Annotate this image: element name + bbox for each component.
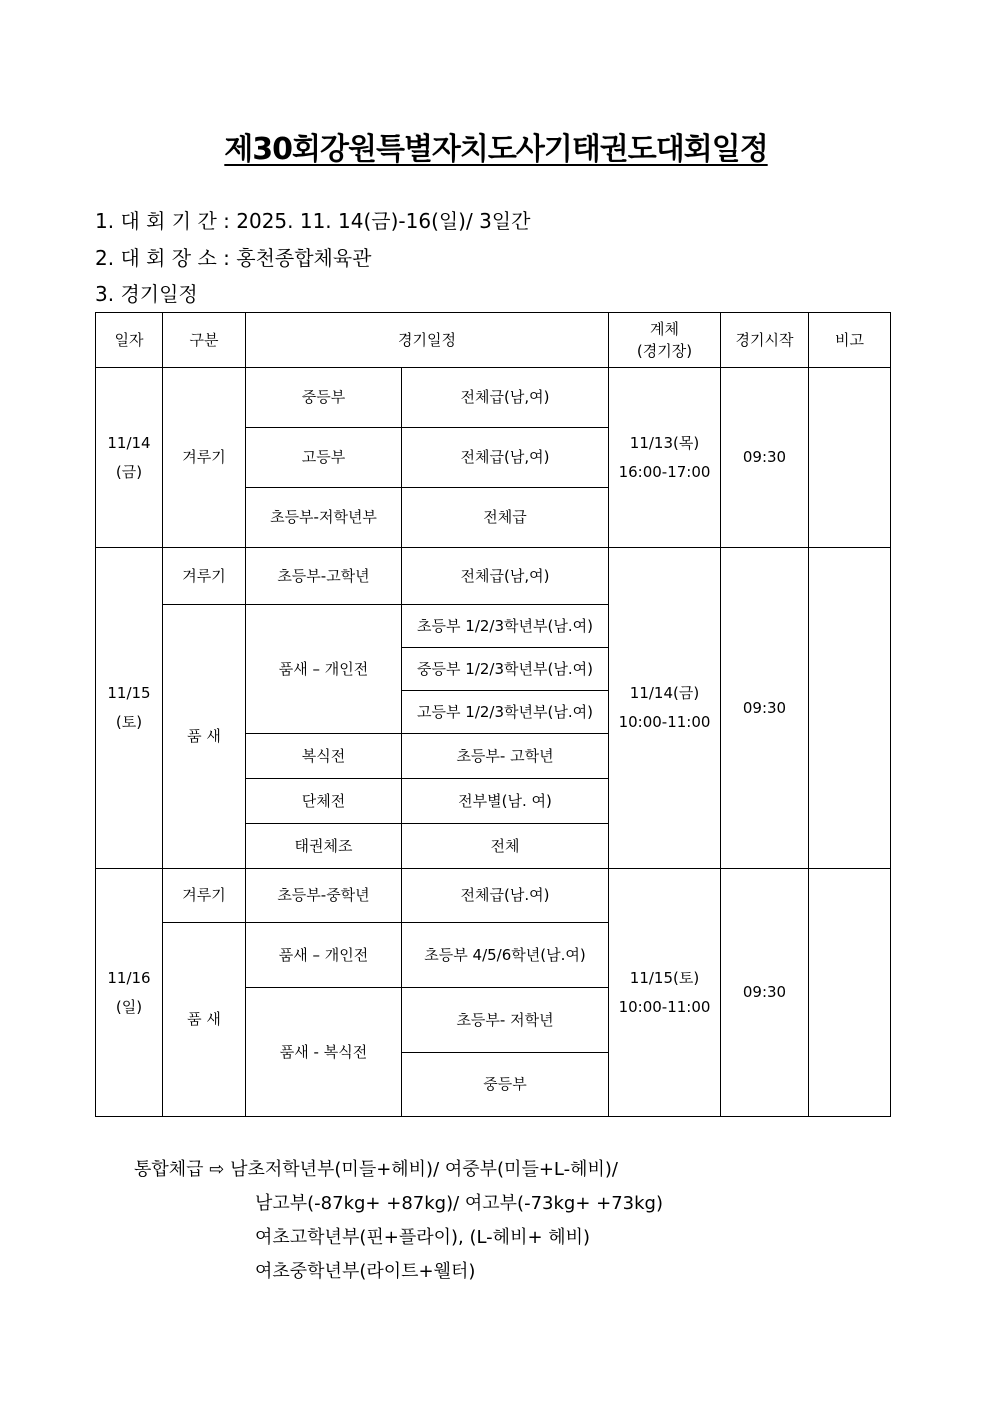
- day1-detail: 전체급(남,여): [402, 368, 609, 428]
- day2-kyorugi-division: 초등부-고학년: [246, 548, 402, 605]
- schedule-table: [95, 312, 891, 1117]
- day1-date: [96, 368, 163, 548]
- info-venue: 2. 대 회 장 소 : 홍천종합체육관: [95, 246, 372, 270]
- day3-weigh-line2: 10:00-11:00: [618, 997, 711, 1016]
- day2-date: [96, 548, 163, 869]
- day2-date-line1: 11/15: [107, 684, 151, 702]
- day2-kyorugi-category: 겨루기: [163, 548, 246, 605]
- day1-weigh-line2: 16:00-17:00: [618, 462, 711, 481]
- day2-individual-detail: 고등부 1/2/3학년부(남.여): [402, 691, 609, 734]
- notes-line2: 남고부(-87kg+ +87kg)/ 여고부(-73kg+ +73kg): [255, 1193, 663, 1214]
- day1-division: 고등부: [246, 428, 402, 488]
- day2-individual-label: 품새 – 개인전: [246, 605, 402, 734]
- day3-pair-label: 품새 - 복식전: [246, 988, 402, 1117]
- day3-note: [809, 869, 891, 1117]
- day3-poomsae-category: 품 새: [163, 923, 246, 1117]
- table-row: [96, 548, 891, 605]
- day2-date-line2: (토): [115, 713, 143, 731]
- day3-kyorugi-detail: 전체급(남.여): [402, 869, 609, 923]
- day2-taekwon-label: 태권체조: [246, 824, 402, 869]
- page-title-text: 제30회강원특별자치도사기태권도대회일정: [224, 132, 768, 167]
- day3-weigh-in: [609, 869, 721, 1117]
- day2-start: 09:30: [721, 548, 809, 869]
- day1-category: 겨루기: [163, 368, 246, 548]
- day1-division: 초등부-저학년부: [246, 488, 402, 548]
- header-weigh-line1: 계체: [650, 320, 679, 338]
- day1-weigh-in: [609, 368, 721, 548]
- notes-line3: 여초고학년부(핀+플라이), (L-헤비+ 헤비): [255, 1227, 591, 1248]
- table-row: [96, 869, 891, 923]
- day1-detail: 전체급(남,여): [402, 428, 609, 488]
- day3-kyorugi-division: 초등부-중학년: [246, 869, 402, 923]
- day1-detail: 전체급: [402, 488, 609, 548]
- header-weigh-in: [609, 313, 721, 368]
- info-schedule-heading: 3. 경기일정: [95, 282, 198, 306]
- day2-weigh-line1: 11/14(금): [629, 684, 700, 702]
- header-row: [96, 313, 891, 368]
- day3-pair-detail: 초등부- 저학년: [402, 988, 609, 1053]
- day2-pair-label: 복식전: [246, 734, 402, 779]
- day3-individual-label: 품새 – 개인전: [246, 923, 402, 988]
- header-category: 구분: [163, 313, 246, 368]
- header-date: 일자: [96, 313, 163, 368]
- header-start: 경기시작: [721, 313, 809, 368]
- day1-note: [809, 368, 891, 548]
- day2-note: [809, 548, 891, 869]
- info-period: 1. 대 회 기 간 : 2025. 11. 14(금)-16(일)/ 3일간: [95, 209, 531, 233]
- header-weigh-line2: (경기장): [636, 342, 693, 360]
- day2-kyorugi-detail: 전체급(남,여): [402, 548, 609, 605]
- day2-individual-detail: 중등부 1/2/3학년부(남.여): [402, 648, 609, 691]
- weight-class-notes: [134, 1153, 663, 1289]
- day3-pair-detail: 중등부: [402, 1053, 609, 1117]
- day1-date-line2: (금): [115, 462, 143, 481]
- table-row: [96, 368, 891, 428]
- day2-team-detail: 전부별(남. 여): [402, 779, 609, 824]
- header-note: 비고: [809, 313, 891, 368]
- day2-team-label: 단체전: [246, 779, 402, 824]
- day1-weigh-line1: 11/13(목): [629, 433, 700, 452]
- day3-date: [96, 869, 163, 1117]
- day1-start: 09:30: [721, 368, 809, 548]
- day1-date-line1: 11/14: [107, 433, 151, 452]
- day2-taekwon-detail: 전체: [402, 824, 609, 869]
- notes-line1: 통합체급 ⇨ 남초저학년부(미들+헤비)/ 여중부(미들+L-헤비)/: [134, 1159, 618, 1180]
- notes-line4: 여초중학년부(라이트+웰터): [255, 1261, 476, 1282]
- day2-individual-detail: 초등부 1/2/3학년부(남.여): [402, 605, 609, 648]
- header-schedule: 경기일정: [246, 313, 609, 368]
- day2-weigh-in: [609, 548, 721, 869]
- day3-kyorugi-category: 겨루기: [163, 869, 246, 923]
- day3-start: 09:30: [721, 869, 809, 1117]
- day2-weigh-line2: 10:00-11:00: [618, 713, 711, 731]
- day2-poomsae-category: 품 새: [163, 605, 246, 869]
- day3-individual-detail: 초등부 4/5/6학년(남.여): [402, 923, 609, 988]
- day3-weigh-line1: 11/15(토): [629, 968, 700, 987]
- day3-date-line2: (일): [115, 997, 143, 1016]
- page-title: [0, 124, 992, 168]
- day1-division: 중등부: [246, 368, 402, 428]
- day2-pair-detail: 초등부- 고학년: [402, 734, 609, 779]
- day3-date-line1: 11/16: [107, 968, 151, 987]
